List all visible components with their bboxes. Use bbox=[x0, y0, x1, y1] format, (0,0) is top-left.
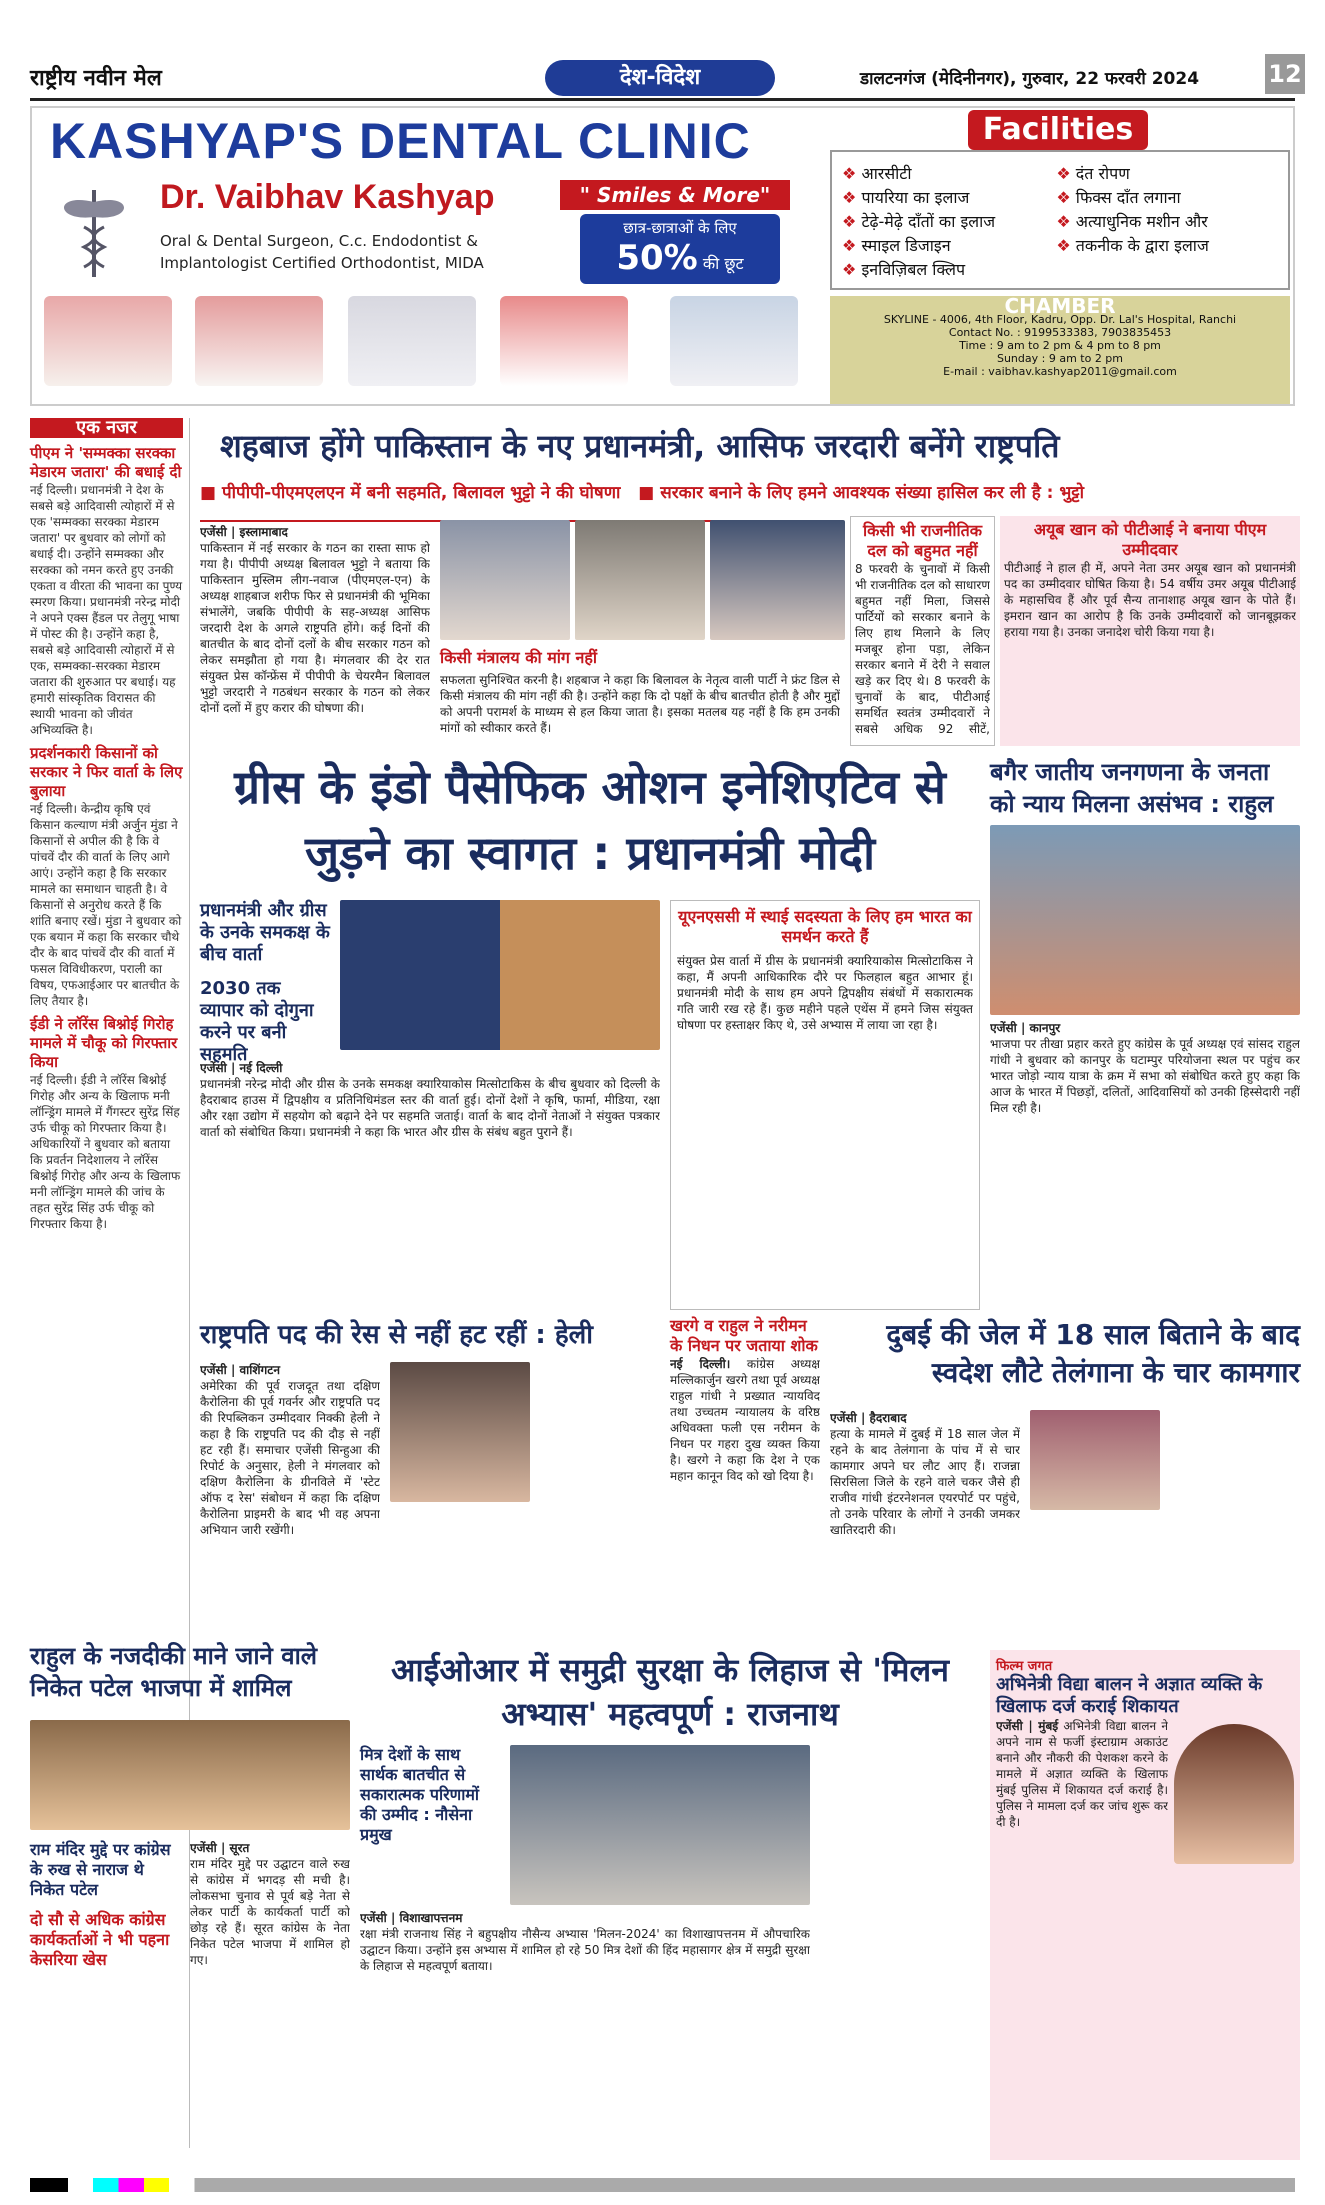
facilities-list bbox=[830, 150, 1290, 290]
facilities-title: Facilities bbox=[968, 110, 1148, 150]
story6-headline: दुबई की जेल में 18 साल बिताने के बाद स्वदेश लौटे तेलंगाना के चार कामगार bbox=[886, 1318, 1300, 1389]
photo-modi-greece-pm bbox=[340, 900, 660, 1050]
teeth-image bbox=[44, 296, 172, 386]
facility-item: ❖ तकनीक के द्वारा इलाज bbox=[1056, 234, 1265, 256]
story9-body bbox=[996, 1718, 1168, 1830]
story8-left-title: मित्र देशों के साथ सार्थक बातचीत से सकारात्मक परिणामों की उम्मीद : नौसेना प्रमुख bbox=[360, 1745, 480, 1844]
story3-body bbox=[990, 1020, 1300, 1310]
ad-offer-box bbox=[580, 214, 780, 284]
facility-item: ❖ पायरिया का इलाज bbox=[842, 186, 1051, 208]
story2-body-text: प्रधानमंत्री नरेन्द्र मोदी और ग्रीस के उनके समकक्ष क्यारियाकोस मित्सोटाकिस के बीच बुधवार को दिल्ली के हैदराबाद हाउस में द्विपक्षीय व प्रतिनिधिमंडल स्तर की वार्ता हुई। दोनों देशों ने कृषि, फार्मा, मीडिया, रक्षा और रक्षा उद्योग में सहयोग को बढ़ाने देने पर सहमति जताई। वार्ता के बाद दोनों नेताओं ने संयुक्त पत्रकार वार्ता को संबोधित किया। प्रधानमंत्री ने कहा कि भारत और ग्रीस के संबंध बहुत पुराने हैं। bbox=[200, 1077, 660, 1139]
story1-body bbox=[200, 524, 430, 734]
story2-box-body: संयुक्त प्रेस वार्ता में ग्रीस के प्रधानमंत्री क्यारियाकोस मित्सोटाकिस ने कहा, मैं अपनी आधिकारिक दौरे पर फिलहाल बहुत आभार हूं। प्रधानमंत्री मोदी के साथ हम अपने द्विपक्षीय संबंधों में सकारात्मक गति जारी रख रहे हैं। कुछ महीने पहले एथेंस में हमने जिस संयुक्त घोषणा पर हस्ताक्षर किए थे, उसे अभ्यास में लाया जा रहा है। bbox=[677, 954, 973, 1032]
story1-caption-body: सफलता सुनिश्चित करनी है। शहबाज ने कहा कि बिलावल के नेतृत्व वाली पार्टी ने फ्रंट डिल से किसी मंत्रालय की मांग नहीं की है। उन्होंने कहा कि दो पक्षों के बीच बातचीत होती है और मुद्दों को अपनी परामर्श के माध्यम से हल किया जाता है। इसका मतलब यह नहीं है कि हम उनकी मांगों को स्वीकार करते हैं। bbox=[440, 673, 840, 735]
chamber-address: SKYLINE - 4006, 4th Floor, Kadru, Opp. Dr. Lal's Hospital, Ranchi bbox=[883, 313, 1237, 326]
ad-title: KASHYAP'S DENTAL CLINIC bbox=[50, 113, 751, 169]
story6-dateline: एजेंसी | हैदराबाद bbox=[830, 1411, 907, 1425]
caduceus-icon bbox=[44, 182, 144, 282]
story2-box-title: यूएनएससी में स्थाई सदस्यता के लिए हम भारत का समर्थन करते हैं bbox=[678, 907, 972, 946]
chamber-contact: Contact No. : 9199533383, 7903835453 bbox=[948, 326, 1172, 339]
story7-subs bbox=[30, 1840, 180, 1970]
story1-body-text: पाकिस्तान में नई सरकार के गठन का रास्ता साफ हो गया है। पीपीपी अध्यक्ष बिलावल भुट्टो ने बताया कि पाकिस्तान मुस्लिम लीग-नवाज (पीएमएल-एन) के अध्यक्ष शाहबाज शरीफ फिर से प्रधानमंत्री की भूमिका संभालेंगे, जबकि पीपीपी के सह-अध्यक्ष आसिफ जरदारी देश के अगले राष्ट्रपति होंगे। कई दिनों की बातचीत के बाद दोनों दलों के बीच सरकार गठन को लेकर समझौता हो गया है। मंगलवार की देर रात संयुक्त प्रेस कॉन्फ्रेंस में पीपीपी के चेयरमैन बिलावल भुट्टो जरदारी ने गठबंधन सरकार के गठन को लेकर दोनों दलों में हुए करार की घोषणा की। bbox=[200, 541, 430, 715]
ad-offer-suffix: की छूट bbox=[702, 254, 744, 273]
story1-dateline: एजेंसी | इस्लामाबाद bbox=[200, 525, 288, 539]
story4-headline: राष्ट्रपति पद की रेस से नहीं हट रहीं : हेली bbox=[200, 1320, 594, 1350]
story4-body-text: अमेरिका की पूर्व राजदूत तथा दक्षिण कैरोलिना की पूर्व गवर्नर और राष्ट्रपति पद की रिपब्लिकन उम्मीदवार निक्की हेली ने कहा है कि राष्ट्रपति पद की दौड़ से नहीं हट रही हैं। समाचार एजेंसी सिन्हुआ की रिपोर्ट के अनुसार, हेली ने मंगलवार को दक्षिण कैरोलिना के ग्रीनविले में 'स्टेट ऑफ द रेस' संबोधन में कहा कि दक्षिण कैरोलिना प्राइमरी के बाद भी वह अपना अभियान जारी रखेंगी। bbox=[200, 1379, 380, 1537]
ad-offer-line1: छात्र-छात्राओं के लिए bbox=[623, 219, 737, 237]
header-rule bbox=[30, 98, 1295, 101]
story1-sub-b: सरकार बनाने के लिए हमने आवश्यक संख्या हासिल कर ली है : भुट्टो bbox=[660, 483, 1085, 503]
story5-headline: खरगे व राहुल ने नरीमन के निधन पर जताया शोक bbox=[670, 1316, 818, 1355]
story5 bbox=[670, 1316, 820, 1626]
story2-dateline: एजेंसी | नई दिल्ली bbox=[200, 1061, 283, 1075]
story1-box1 bbox=[850, 516, 995, 746]
ad-quals-line1: Oral & Dental Surgeon, C.c. Endodontist & bbox=[160, 232, 478, 250]
story8-headline: आईओआर में समुद्री सुरक्षा के लिहाज से 'मिलन अभ्यास' महत्वपूर्ण : राजनाथ bbox=[391, 1651, 949, 1733]
facility-item: ❖ अत्याधुनिक मशीन और bbox=[1056, 210, 1265, 232]
facility-item: ❖ इनविज़िबल क्लिप bbox=[842, 258, 1051, 280]
facility-item: ❖ फिक्स दाँत लगाना bbox=[1056, 186, 1265, 208]
sidebar-text: नई दिल्ली। केन्द्रीय कृषि एवं किसान कल्याण मंत्री अर्जुन मुंडा ने किसानों से अपील की है कि वे पांचवें दौर की वार्ता के लिए आगे आएं। उन्होंने कहा है कि सरकार मामले का समाधान चाहती है। वे किसानों से अनुरोध करते हैं कि शांति बनाए रखें। मुंडा ने बुधवार को एक बयान में कहा कि सरकार चौथे दौर के बाद पांचवें दौर की वार्ता में फसल विविधीकरण, पराली का विषय, एफआईआर पर बातचीत के लिए तैयार है। bbox=[30, 802, 182, 1008]
story9-body-text: अभिनेत्री विद्या बालन ने अपने नाम से फर्जी इंस्टाग्राम अकाउंट बनाने और नौकरी की पेशकश करने के मामले में अज्ञात व्यक्ति के खिलाफ मुंबई पुलिस में शिकायत दर्ज कराई है। पुलिस ने मामला दर्ज कर जांच शुरू कर दी है। bbox=[996, 1719, 1168, 1829]
sidebar-headline: प्रदर्शनकारी किसानों को सरकार ने फिर वार्ता के लिए बुलाया bbox=[30, 744, 183, 800]
story1-subheads: ■ पीपीपी-पीएमएलएन में बनी सहमति, बिलावल भुट्टो ने की घोषणा ■ सरकार बनाने के लिए हमने आवश्यक संख्या हासिल कर ली है : भुट्टो bbox=[200, 483, 1085, 503]
box1-body: 8 फरवरी के चुनावों में किसी भी राजनीतिक दल को साधारण बहुमत नहीं मिला, जिससे पार्टियों को सरकार बनाने के लिए हाथ मिलाने के लिए मजबूर होना पड़ा, लेकिन सरकार बनाने में देरी ने सवाल खड़े कर दिए थे। 8 फरवरी के चुनावों के बाद, पीटीआई समर्थित स्वतंत्र उम्मीदवारों ने सबसे अधिक 92 सीटें, bbox=[855, 562, 990, 736]
story4-body bbox=[200, 1362, 380, 1642]
photo-rajnath bbox=[510, 1745, 810, 1905]
photo-bilawal bbox=[710, 520, 845, 640]
story7-headline: राहुल के नजदीकी माने जाने वाले निकेत पटेल भाजपा में शामिल bbox=[30, 1642, 318, 1702]
story9-box bbox=[990, 1650, 1300, 2160]
facilities-right bbox=[1056, 160, 1265, 258]
facility-item: ❖ टेढ़े-मेढ़े दाँतों का इलाज bbox=[842, 210, 1051, 232]
photo-zardari bbox=[575, 520, 705, 640]
sidebar-headline: पीएम ने 'सम्मक्का सरक्का मेडारम जतारा' की बधाई दी bbox=[30, 444, 182, 481]
story2-body bbox=[200, 1060, 660, 1305]
story5-body bbox=[670, 1356, 820, 1626]
facility-item: ❖ दंत रोपण bbox=[1056, 162, 1265, 184]
photo-haley bbox=[390, 1362, 530, 1502]
dateline: डालटनगंज (मेदिनीनगर), गुरुवार, 22 फरवरी 2024 bbox=[860, 69, 1200, 89]
page-number: 12 bbox=[1265, 54, 1305, 94]
box1-title: किसी भी राजनीतिक दल को बहुमत नहीं bbox=[862, 521, 983, 560]
sidebar-text: नई दिल्ली। ईडी ने लॉरेंस बिश्नोई गिरोह और अन्य के खिलाफ मनी लॉन्ड्रिंग मामले में गैंगस्टर सुरेंद्र सिंह उर्फ चीकू को गिरफ्तार किया है। अधिकारियों ने बुधवार को बताया कि प्रवर्तन निदेशालय ने लॉरेंस बिश्नोई गिरोह और अन्य के खिलाफ मनी लॉन्ड्रिंग मामले की जांच के तहत सुरेंद्र सिंह उर्फ चीकू को गिरफ्तार किया है। bbox=[30, 1073, 181, 1231]
chamber-email: E-mail : vaibhav.kashyap2011@gmail.com bbox=[943, 365, 1177, 378]
story3-headline: बगैर जातीय जनगणना के जनता को न्याय मिलना असंभव : राहुल bbox=[990, 758, 1274, 818]
facilities-left bbox=[842, 160, 1051, 282]
story2-left-sub: 2030 तक व्यापार को दोगुना करने पर बनी सहमति bbox=[200, 978, 314, 1065]
photo-vidya-balan bbox=[1174, 1724, 1294, 1864]
story2-box bbox=[670, 900, 980, 1310]
ad-offer-percent: 50% bbox=[616, 238, 698, 278]
chamber-title: CHAMBER bbox=[1004, 294, 1116, 318]
ad-doctor-name: Dr. Vaibhav Kashyap bbox=[160, 178, 495, 216]
box2-body: पीटीआई ने हाल ही में, अपने नेता उमर अयूब खान को प्रधानमंत्री पद का उम्मीदवार घोषित किया है। 54 वर्षीय उमर अयूब पीटीआई के महासचिव हैं और पूर्व सैन्य तानाशाह अयूब खान के पोते हैं। इमरान खान का आरोप है कि उनके उम्मीदवारों को जानबूझकर हराया गया है। उनका जनादेश चोरी किया गया है। bbox=[1004, 561, 1296, 639]
chamber-box bbox=[830, 296, 1290, 404]
chamber-sunday: Sunday : 9 am to 2 pm bbox=[996, 352, 1124, 365]
teeth-image bbox=[500, 296, 628, 386]
story6-body bbox=[830, 1410, 1020, 1650]
story7-sub1: राम मंदिर मुद्दे पर कांग्रेस के रुख से नाराज थे निकेत पटेल bbox=[30, 1840, 171, 1899]
story8-left bbox=[360, 1745, 500, 1845]
sidebar-headline: ईडी ने लॉरेंस बिश्नोई गिरोह मामले में चौकू को गिरफ्तार किया bbox=[30, 1015, 178, 1071]
story8-body-text: रक्षा मंत्री राजनाथ सिंह ने बहुपक्षीय नौसैन्य अभ्यास 'मिलन-2024' का विशाखापत्तनम में औपचारिक उद्घाटन किया। उन्होंने इस अभ्यास में शामिल हो रहे 50 मित्र देशों की हिंद महासागर क्षेत्र में समुद्री सुरक्षा के लिहाज से महत्वपूर्ण बताया। bbox=[360, 1927, 810, 1973]
story1-caption-head: किसी मंत्रालय की मांग नहीं bbox=[440, 648, 598, 667]
teeth-image bbox=[195, 296, 323, 386]
story2-left bbox=[200, 900, 330, 1066]
photo-workers bbox=[1030, 1410, 1160, 1510]
section-label: देश-विदेश bbox=[545, 60, 775, 96]
story7-body bbox=[190, 1840, 350, 2160]
ad-quals-line2: Implantologist Certified Orthodontist, MIDA bbox=[160, 254, 484, 272]
story7-body-text: राम मंदिर मुद्दे पर उद्घाटन वाले रुख से कांग्रेस में भगदड़ सी मची है। लोकसभा चुनाव से पूर्व बड़े नेता से लेकर पार्टी के कार्यकर्ता पार्टी को छोड़ रहे हैं। सूरत कांग्रेस के नेता निकेत पटेल भाजपा में शामिल हो गए। bbox=[190, 1857, 350, 1967]
story8-body bbox=[360, 1910, 810, 2160]
story5-dateline: नई दिल्ली। bbox=[670, 1357, 731, 1371]
box2-title: अयूब खान को पीटीआई ने बनाया पीएम उम्मीदवार bbox=[1033, 520, 1267, 559]
story9-kicker: फिल्म जगत bbox=[996, 1659, 1053, 1674]
ad-tagline: " Smiles & More" bbox=[560, 180, 790, 210]
photo-bjp-joining bbox=[30, 1720, 350, 1830]
story8-dateline: एजेंसी | विशाखापत्तनम bbox=[360, 1911, 463, 1925]
story5-body-text: कांग्रेस अध्यक्ष मल्लिकार्जुन खरगे तथा पूर्व अध्यक्ष राहुल गांधी ने प्रख्यात न्यायविद तथा उच्चतम न्यायालय के वरिष्ठ अधिवक्ता फली एस नरीमन के निधन पर गहरा दुख व्यक्त किया है। खरगे ने कहा कि देश ने एक महान कानून विद को खो दिया है। bbox=[670, 1357, 820, 1483]
photo-rahul-rally bbox=[990, 825, 1300, 1015]
story1-sub-a: पीपीपी-पीएमएलएन में बनी सहमति, बिलावल भुट्टो ने की घोषणा bbox=[221, 483, 621, 503]
facility-item: ❖ स्माइल डिजाइन bbox=[842, 234, 1051, 256]
teeth-image bbox=[670, 296, 798, 386]
story9-dateline: एजेंसी | मुंबई bbox=[996, 1719, 1059, 1733]
chamber-time: Time : 9 am to 2 pm & 4 pm to 8 pm bbox=[959, 339, 1161, 352]
facility-item: ❖ आरसीटी bbox=[842, 162, 1051, 184]
story7-dateline: एजेंसी | सूरत bbox=[190, 1841, 250, 1855]
story6-body-text: हत्या के मामले में दुबई में 18 साल जेल में रहने के बाद तेलंगाना के पांच में से चार कामगार अपने घर लौट आए हैं। राजन्ना सिरसिला जिले के रहने वाले चकर जैसे ही राजीव गांधी इंटरनेशनल एयरपोर्ट पर पहुंचे, तो उनके परिवार के लोगों ने उनकी जमकर खातिरदारी की। bbox=[830, 1427, 1020, 1537]
story2-headline: ग्रीस के इंडो पैसेफिक ओशन इनेशिएटिव से जुड़ने का स्वागत : प्रधानमंत्री मोदी bbox=[234, 760, 946, 880]
story9-headline: अभिनेत्री विद्या बालन ने अज्ञात व्यक्ति के खिलाफ दर्ज कराई शिकायत bbox=[996, 1674, 1263, 1717]
story3-body-text: भाजपा पर तीखा प्रहार करते हुए कांग्रेस के पूर्व अध्यक्ष एवं सांसद राहुल गांधी ने बुधवार को कानपुर के घटाम्पुर परियोजना स्थल पर पहुंच कर भारत जोड़ो न्याय यात्रा के क्रम में सभा को संबोधित करते हुए कहा कि आज के भारत में पिछड़ों, दलितों, आदिवासियों को उनकी हिस्सेदारी नहीं मिल रही है। bbox=[990, 1037, 1300, 1115]
story7-sub2: दो सौ से अधिक कांग्रेस कार्यकर्ताओं ने भी पहना केसरिया खेस bbox=[30, 1910, 170, 1969]
story1-box2 bbox=[1000, 516, 1300, 746]
sidebar-text: नई दिल्ली। प्रधानमंत्री ने देश के सबसे बड़े आदिवासी त्योहारों में से एक 'सम्मक्का सरक्का मेडारम जतारा' पर बुधवार को लोगों को बधाई दी। उन्होंने सम्मक्का और सरक्का को नमन करते हुए उनकी एकता व वीरता की भावना का पुण्य स्मरण किया। प्रधानमंत्री नरेन्द्र मोदी ने अपने एक्स हैंडल पर तेलुगू भाषा में पोस्ट की है। उन्होंने कहा है, सबसे बड़े आदिवासी त्योहारों में से एक, सम्मक्का-सरक्का मेडारम जतारा की शुरुआत पर बधाई। यह हमारी सांस्कृतिक विरासत की स्थायी भावना को जीवंत अभिव्यक्ति है। bbox=[30, 483, 183, 737]
story4-dateline: एजेंसी | वाशिंगटन bbox=[200, 1363, 281, 1377]
sidebar-head: एक नजर bbox=[30, 418, 183, 438]
story2-left-title: प्रधानमंत्री और ग्रीस के उनके समकक्ष के बीच वार्ता bbox=[200, 900, 330, 965]
print-color-bar bbox=[30, 2178, 1295, 2192]
ad-qualifications bbox=[160, 230, 550, 274]
paper-name: राष्ट्रीय नवीन मेल bbox=[30, 66, 162, 91]
story3-dateline: एजेंसी | कानपुर bbox=[990, 1021, 1061, 1035]
story1-headline: शहबाज होंगे पाकिस्तान के नए प्रधानमंत्री, आसिफ जरदारी बनेंगे राष्ट्रपति bbox=[220, 427, 1060, 465]
photo-shahbaz bbox=[440, 520, 570, 640]
teeth-image bbox=[348, 296, 476, 386]
